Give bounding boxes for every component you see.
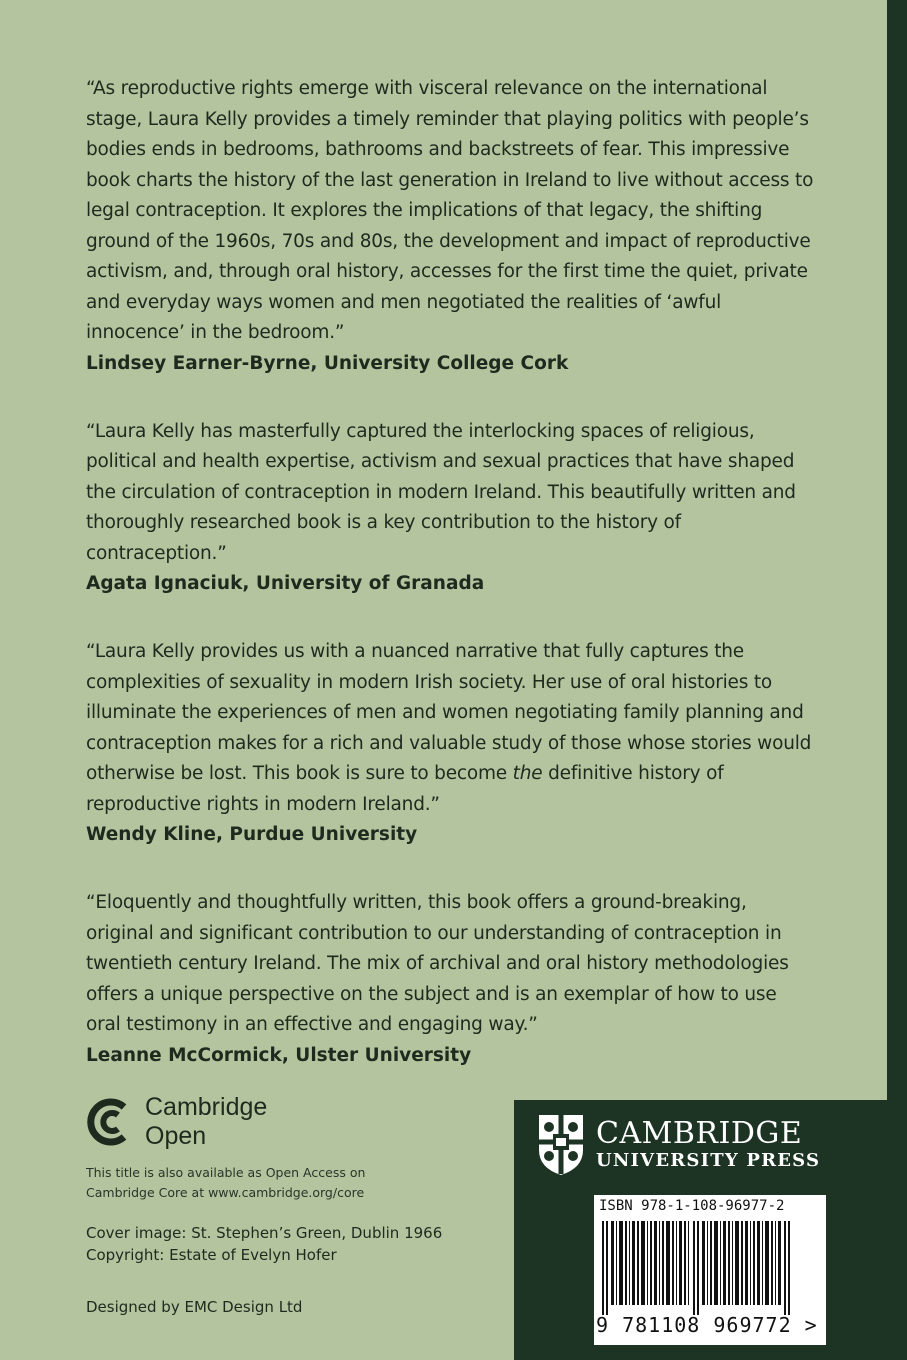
cambridge-open-c-icon bbox=[86, 1097, 132, 1147]
endorsement-author: Lindsey Earner-Byrne, University College Cork bbox=[86, 352, 569, 374]
endorsement-2 bbox=[86, 417, 816, 600]
isbn-text: ISBN 978-1-108-96977-2 bbox=[599, 1198, 785, 1214]
quote-part: “Laura Kelly provides us with a nuanced narrative that fully captures the complexities of sexuality in modern Irish society. Her use of oral histories to illuminate the experiences of men and women negotiating family planning and contraception makes for a rich and valuable study of those whose stories would otherwise be lost. This book is sure to become bbox=[86, 641, 812, 784]
university-crest-icon bbox=[536, 1112, 586, 1178]
quote-emphasis: the bbox=[512, 763, 543, 784]
barcode-bars-icon bbox=[602, 1221, 802, 1315]
endorsements bbox=[86, 74, 816, 1109]
barcode bbox=[594, 1195, 826, 1345]
cambridge-open-logo bbox=[86, 1093, 506, 1151]
wordmark-line2: Open bbox=[145, 1122, 207, 1150]
open-access-note-line2: Cambridge Core at www.cambridge.org/core bbox=[86, 1185, 365, 1200]
cambridge-open-block bbox=[86, 1093, 506, 1203]
cambridge-open-wordmark bbox=[145, 1093, 267, 1151]
quote-part: definitive history of reproductive rights in modern Ireland.” bbox=[86, 763, 724, 815]
open-access-note-line1: This title is also available as Open Access on bbox=[86, 1165, 366, 1180]
cover-credit bbox=[86, 1222, 442, 1266]
press-logo bbox=[536, 1112, 820, 1178]
designer-credit: Designed by EMC Design Ltd bbox=[86, 1298, 303, 1316]
endorsement-author: Agata Ignaciuk, University of Granada bbox=[86, 573, 485, 594]
barcode-number: 9 781108 969772 > bbox=[596, 1313, 818, 1337]
spine-strip bbox=[887, 0, 907, 1360]
press-name-line1: CAMBRIDGE bbox=[596, 1116, 803, 1151]
press-panel bbox=[514, 1100, 887, 1360]
open-access-note bbox=[86, 1163, 506, 1203]
endorsement-quote bbox=[86, 637, 816, 820]
endorsement-author: Leanne McCormick, Ulster University bbox=[86, 1044, 472, 1066]
endorsement-3 bbox=[86, 637, 816, 850]
endorsement-quote: “Eloquently and thoughtfully written, this book offers a ground-breaking, original and significant contribution to our understanding of contraception in twentieth century Ireland. The mix of archival and oral history methodologies offers a unique perspective on the subject and is an exemplar of how to use oral testimony in an effective and engaging way.” bbox=[86, 892, 789, 1035]
endorsement-author: Wendy Kline, Purdue University bbox=[86, 824, 418, 845]
endorsement-quote: “Laura Kelly has masterfully captured the interlocking spaces of religious, political and health expertise, activism and sexual practices that have shaped the circulation of contraception in modern Ireland. This beautifully written and thoroughly researched book is a key contribution to the history of contraception.” bbox=[86, 420, 796, 564]
cover-image-credit: Cover image: St. Stephen’s Green, Dublin 1966 bbox=[86, 1224, 443, 1242]
wordmark-line1: Cambridge bbox=[145, 1093, 268, 1121]
press-name-line2: UNIVERSITY PRESS bbox=[596, 1150, 821, 1171]
copyright-credit: Copyright: Estate of Evelyn Hofer bbox=[86, 1246, 337, 1264]
endorsement-4 bbox=[86, 888, 816, 1071]
press-wordmark bbox=[596, 1118, 820, 1172]
endorsement-1 bbox=[86, 74, 816, 379]
endorsement-quote: “As reproductive rights emerge with visceral relevance on the international stage, Laura Kelly provides a timely reminder that playing politics with people’s bodies ends in bedrooms, bathrooms and backstreets of fear. This impressive book charts the history of the last generation in Ireland to live without access to legal contraception. It explores the implications of that legacy, the shifting ground of the 1960s, 70s and 80s, the development and impact of reproductive activism, and, through oral history, accesses for the first time the quiet, private and everyday ways women and men negotiated the realities of ‘awful innocence’ in the bedroom.” bbox=[86, 78, 814, 343]
